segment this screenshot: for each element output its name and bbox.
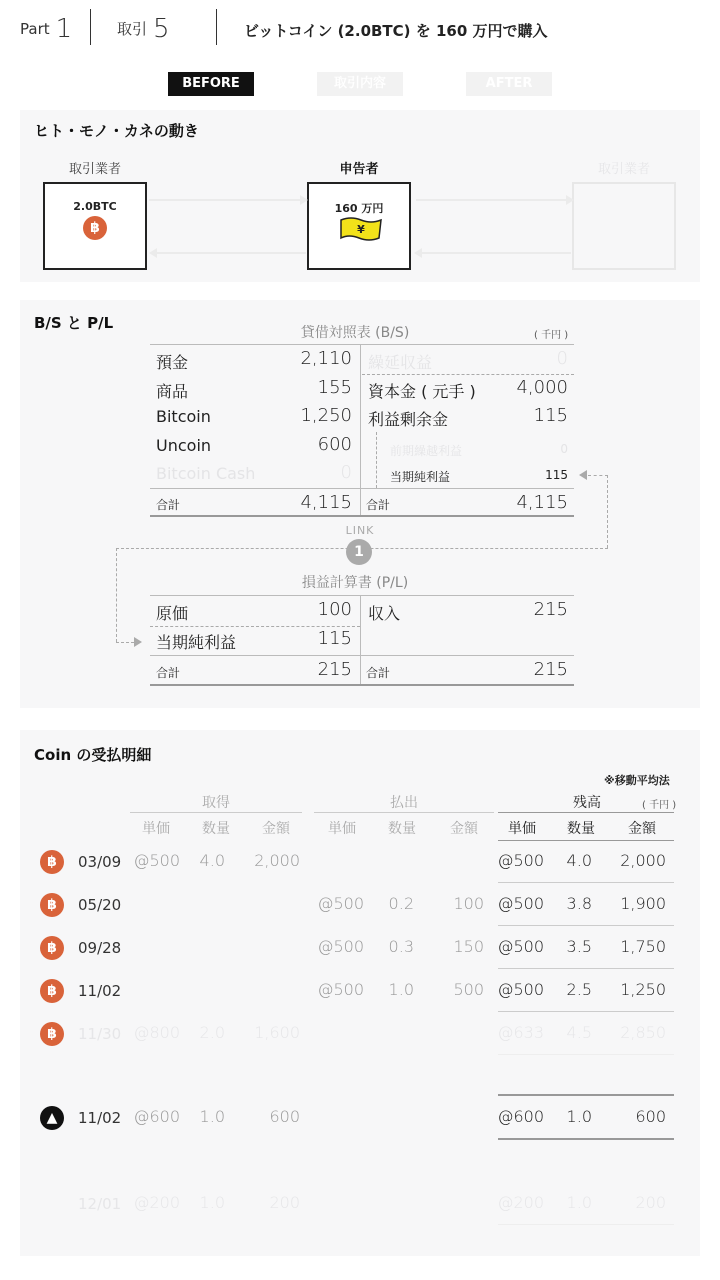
ledger-cell-b-price: @633 (497, 1023, 544, 1042)
tab-before[interactable]: BEFORE (168, 72, 254, 96)
asset-deposit-label: 預金 (156, 353, 189, 372)
part-number: 1 (55, 14, 73, 44)
ledger-cell-b-amt: 1,900 (620, 894, 666, 913)
balance-price-header: 単価 (508, 821, 536, 837)
capital-value: 4,000 (516, 377, 568, 398)
ledger-cell-b-qty: 4.0 (566, 851, 592, 870)
dealer-right-label: 取引業者 (597, 162, 650, 177)
ledger-cell-a-amt: 200 (269, 1193, 300, 1212)
ledger-cell-b-amt: 2,000 (620, 851, 666, 870)
pl-center-rule (360, 595, 361, 685)
ledger-cell-p-qty: 0.3 (388, 937, 414, 956)
ledger-cell-b-price: @200 (497, 1193, 544, 1212)
revenue-value: 215 (533, 599, 568, 620)
arrow-right-icon (300, 195, 308, 205)
ledger-cell-b-price: @500 (497, 980, 544, 999)
ledger-date: 11/02 (78, 1109, 122, 1127)
net-income-pl-label: 当期純利益 (156, 633, 237, 652)
link-arrow-icon (579, 470, 587, 480)
bs-pl-title: B/S と P/L (34, 314, 114, 332)
part-label: Part (20, 20, 50, 38)
dashed-divider (362, 374, 574, 375)
svg-text:¥: ¥ (357, 223, 365, 236)
link-line (116, 642, 134, 643)
ledger-cell-b-qty: 1.0 (566, 1193, 592, 1212)
group-balance: 残高 (573, 795, 601, 811)
pay-amount-header: 金額 (450, 821, 478, 837)
retained-earnings-label: 利益剰余金 (368, 410, 449, 429)
asset-bitcoin-label: Bitcoin (156, 407, 211, 426)
ledger-cell-p-amt: 500 (453, 980, 484, 999)
transaction-indicator (117, 14, 170, 44)
retained-earnings-value: 115 (533, 405, 568, 426)
ledger-cell-b-amt: 2,850 (620, 1023, 666, 1042)
bs-total-left-value: 4,115 (300, 492, 352, 513)
page-title: ビットコイン (2.0BTC) を 160 万円で購入 (244, 22, 548, 40)
revenue-label: 収入 (368, 604, 401, 623)
ledger-cell-a-qty: 1.0 (199, 1107, 225, 1126)
ledger-title: Coin の受払明細 (34, 746, 152, 764)
capital-label: 資本金 ( 元手 ) (368, 382, 476, 401)
link-line (116, 548, 117, 642)
ledger-cell-b-amt: 600 (635, 1107, 666, 1126)
header-divider (90, 9, 91, 45)
ledger-cell-a-amt: 600 (269, 1107, 300, 1126)
arrow-left-icon (414, 248, 422, 258)
flow-arrow-line (149, 199, 301, 201)
balance-row-rule (498, 1094, 674, 1096)
bitcoin-icon: ฿ (40, 893, 64, 917)
part-indicator (20, 14, 72, 44)
acquire-amount-header: 金額 (262, 821, 290, 837)
bs-total-right-value: 4,115 (516, 492, 568, 513)
tab-transaction[interactable]: 取引内容 (317, 72, 403, 96)
flow-arrow-line (421, 252, 571, 254)
ledger-cell-p-price: @500 (317, 937, 364, 956)
asset-uncoin-value: 600 (317, 434, 352, 455)
ledger-cell-b-qty: 1.0 (566, 1107, 592, 1126)
ledger-cell-a-price: @600 (133, 1107, 180, 1126)
bs-total-left-label: 合計 (156, 498, 181, 512)
balance-qty-header: 数量 (567, 821, 595, 837)
ledger-cell-p-qty: 1.0 (388, 980, 414, 999)
ledger-date: 12/01 (78, 1195, 122, 1213)
pl-total-rule (150, 655, 574, 656)
declarant-label: 申告者 (339, 162, 379, 177)
asset-bitcoin-cash-label: Bitcoin Cash (156, 464, 256, 483)
asset-goods-value: 155 (317, 377, 352, 398)
tab-after[interactable]: AFTER (466, 72, 552, 96)
ledger-cell-p-amt: 100 (453, 894, 484, 913)
bs-total-rule (150, 488, 574, 489)
asset-bitcoin-value: 1,250 (300, 405, 352, 426)
ledger-cell-b-amt: 200 (635, 1193, 666, 1212)
balance-row-rule (498, 925, 674, 926)
uncoin-icon: ▲ (40, 1106, 64, 1130)
ledger-date: 03/09 (78, 853, 122, 871)
deferred-revenue-value: 0 (556, 348, 568, 369)
balance-row-rule (498, 1054, 674, 1055)
group-pay: 払出 (390, 795, 418, 811)
acquire-price-header: 単価 (142, 821, 170, 837)
header-divider (216, 9, 217, 45)
ledger-cell-a-price: @200 (133, 1193, 180, 1212)
net-income-bs-value: 115 (545, 468, 568, 482)
bs-top-rule (150, 344, 574, 345)
yen-note-icon (339, 216, 383, 242)
bitcoin-icon: ฿ (40, 850, 64, 874)
ledger-cell-b-qty: 2.5 (566, 980, 592, 999)
net-income-pl-value: 115 (317, 628, 352, 649)
acquire-rule (130, 812, 302, 813)
transaction-number: 5 (153, 14, 170, 44)
pay-qty-header: 数量 (388, 821, 416, 837)
balance-row-rule (498, 1224, 674, 1225)
balance-row-rule (498, 1138, 674, 1140)
bitcoin-icon: ฿ (40, 979, 64, 1003)
pl-total-left-value: 215 (317, 659, 352, 680)
declarant-box (307, 182, 411, 270)
ledger-cell-b-price: @500 (497, 937, 544, 956)
asset-bitcoin-cash-value: 0 (340, 462, 352, 483)
pl-total-right-value: 215 (533, 659, 568, 680)
pl-total-left-label: 合計 (156, 666, 181, 680)
balance-row-rule (498, 882, 674, 883)
net-income-bs-label: 当期純利益 (390, 470, 451, 484)
bs-bottom-rule (150, 515, 574, 517)
bs-title: 貸借対照表 (B/S) (300, 325, 410, 341)
asset-deposit-value: 2,110 (300, 348, 352, 369)
ledger-cell-b-qty: 4.5 (566, 1023, 592, 1042)
transaction-label: 取引 (117, 20, 148, 38)
ledger-cell-a-price: @800 (133, 1023, 180, 1042)
link-arrow-icon (134, 637, 142, 647)
ledger-cell-b-qty: 3.5 (566, 937, 592, 956)
ledger-cell-b-price: @500 (497, 894, 544, 913)
balance-header-rule (498, 840, 674, 841)
ledger-cell-p-amt: 150 (453, 937, 484, 956)
ledger-date: 09/28 (78, 939, 122, 957)
yen-amount: 160 万円 (334, 202, 384, 215)
dashed-divider (150, 626, 360, 627)
ledger-cell-p-price: @500 (317, 980, 364, 999)
link-line (607, 475, 608, 548)
ledger-cell-b-price: @500 (497, 851, 544, 870)
ledger-cell-a-qty: 1.0 (199, 1193, 225, 1212)
dealer-left-label: 取引業者 (68, 162, 121, 177)
ledger-cell-a-amt: 1,600 (254, 1023, 300, 1042)
cost-label: 原価 (156, 604, 189, 623)
arrow-left-icon (149, 248, 157, 258)
ledger-date: 05/20 (78, 896, 122, 914)
link-line (588, 475, 608, 476)
deferred-revenue-label: 繰延収益 (368, 353, 433, 372)
ledger-date: 11/02 (78, 982, 122, 1000)
ledger-cell-p-price: @500 (317, 894, 364, 913)
bitcoin-icon: ฿ (40, 936, 64, 960)
ledger-cell-b-amt: 1,750 (620, 937, 666, 956)
link-label: LINK (345, 524, 375, 537)
balance-rule (498, 812, 674, 813)
balance-row-rule (498, 1011, 674, 1012)
bs-center-rule (360, 344, 361, 516)
balance-row-rule (498, 968, 674, 969)
asset-uncoin-label: Uncoin (156, 436, 212, 455)
pl-title: 損益計算書 (P/L) (301, 575, 409, 591)
ledger-cell-a-qty: 4.0 (199, 851, 225, 870)
pay-price-header: 単価 (328, 821, 356, 837)
ledger-cell-p-qty: 0.2 (388, 894, 414, 913)
pl-total-right-label: 合計 (366, 666, 391, 680)
asset-goods-label: 商品 (156, 382, 189, 401)
bs-total-right-label: 合計 (366, 498, 391, 512)
bs-unit: ( 千円 ) (534, 330, 569, 341)
prior-earnings-label: 前期繰越利益 (390, 444, 463, 458)
ledger-cell-b-amt: 1,250 (620, 980, 666, 999)
balance-amount-header: 金額 (628, 821, 656, 837)
dealer-left-box (43, 182, 147, 270)
ledger-cell-b-price: @600 (497, 1107, 544, 1126)
pay-rule (314, 812, 494, 813)
prior-earnings-value: 0 (560, 442, 568, 456)
bitcoin-icon: ฿ (83, 216, 107, 240)
ledger-cell-a-amt: 2,000 (254, 851, 300, 870)
ledger-unit: ( 千円 ) (642, 800, 677, 811)
arrow-right-icon (566, 195, 574, 205)
ledger-date: 11/30 (78, 1025, 122, 1043)
flow-title: ヒト・モノ・カネの動き (34, 122, 199, 140)
link-number-badge: 1 (346, 539, 372, 565)
group-acquire: 取得 (202, 795, 230, 811)
flow-arrow-line (156, 252, 306, 254)
ledger-cell-b-qty: 3.8 (566, 894, 592, 913)
flow-arrow-line (416, 199, 568, 201)
ledger-cell-a-price: @500 (133, 851, 180, 870)
ledger-method-note: ※移動平均法 (604, 774, 670, 787)
acquire-qty-header: 数量 (202, 821, 230, 837)
dashed-bracket (376, 432, 377, 488)
btc-amount: 2.0BTC (73, 200, 117, 213)
cost-value: 100 (317, 599, 352, 620)
pl-top-rule (150, 595, 574, 596)
ledger-cell-a-qty: 2.0 (199, 1023, 225, 1042)
dealer-right-box (572, 182, 676, 270)
pl-bottom-rule (150, 684, 574, 686)
bitcoin-icon: ฿ (40, 1022, 64, 1046)
